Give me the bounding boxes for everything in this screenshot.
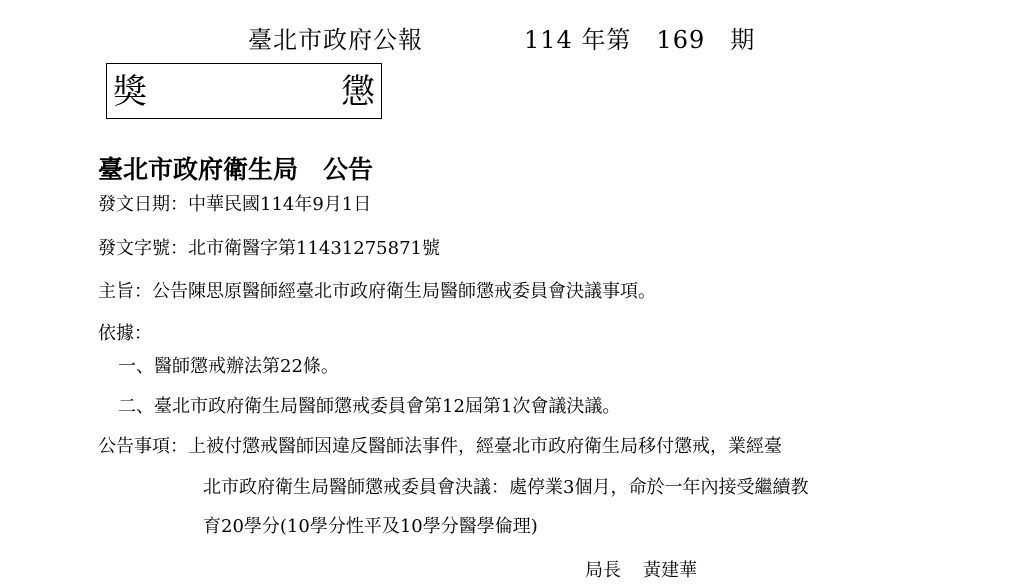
- basis-item: 一、醫師懲戒辦法第22條。: [118, 356, 339, 377]
- announcement-line: 育20學分(10學分性平及10學分醫學倫理): [203, 516, 538, 537]
- issue-date: 發文日期：中華民國114年9月1日: [98, 194, 372, 215]
- signature-name: 黃建華: [643, 560, 697, 581]
- document-number: 發文字號：北市衛醫字第11431275871號: [98, 238, 440, 259]
- section-label-char-2: 懲: [341, 72, 375, 112]
- subject-line: 主旨：公告陳思原醫師經臺北市政府衛生局醫師懲戒委員會決議事項。: [98, 281, 656, 302]
- basis-label: 依據：: [98, 323, 152, 344]
- notice-title: 臺北市政府衛生局 公告: [98, 155, 374, 184]
- signature-title: 局長: [585, 560, 621, 581]
- issue-number: 114 年第 169 期: [524, 26, 756, 54]
- gazette-header: [248, 20, 756, 55]
- signature: [585, 556, 697, 582]
- section-label-box: [106, 63, 382, 119]
- gazette-name: 臺北市政府公報: [248, 26, 423, 54]
- basis-item: 二、臺北市政府衛生局醫師懲戒委員會第12屆第1次會議決議。: [118, 396, 621, 417]
- section-label-char-1: 獎: [113, 72, 147, 112]
- announcement-line: 北市政府衛生局醫師懲戒委員會決議：處停業3個月，命於一年內接受繼續教: [203, 477, 809, 498]
- announcement-line: 公告事項：上被付懲戒醫師因違反醫師法事件，經臺北市政府衛生局移付懲戒，業經臺: [98, 436, 782, 457]
